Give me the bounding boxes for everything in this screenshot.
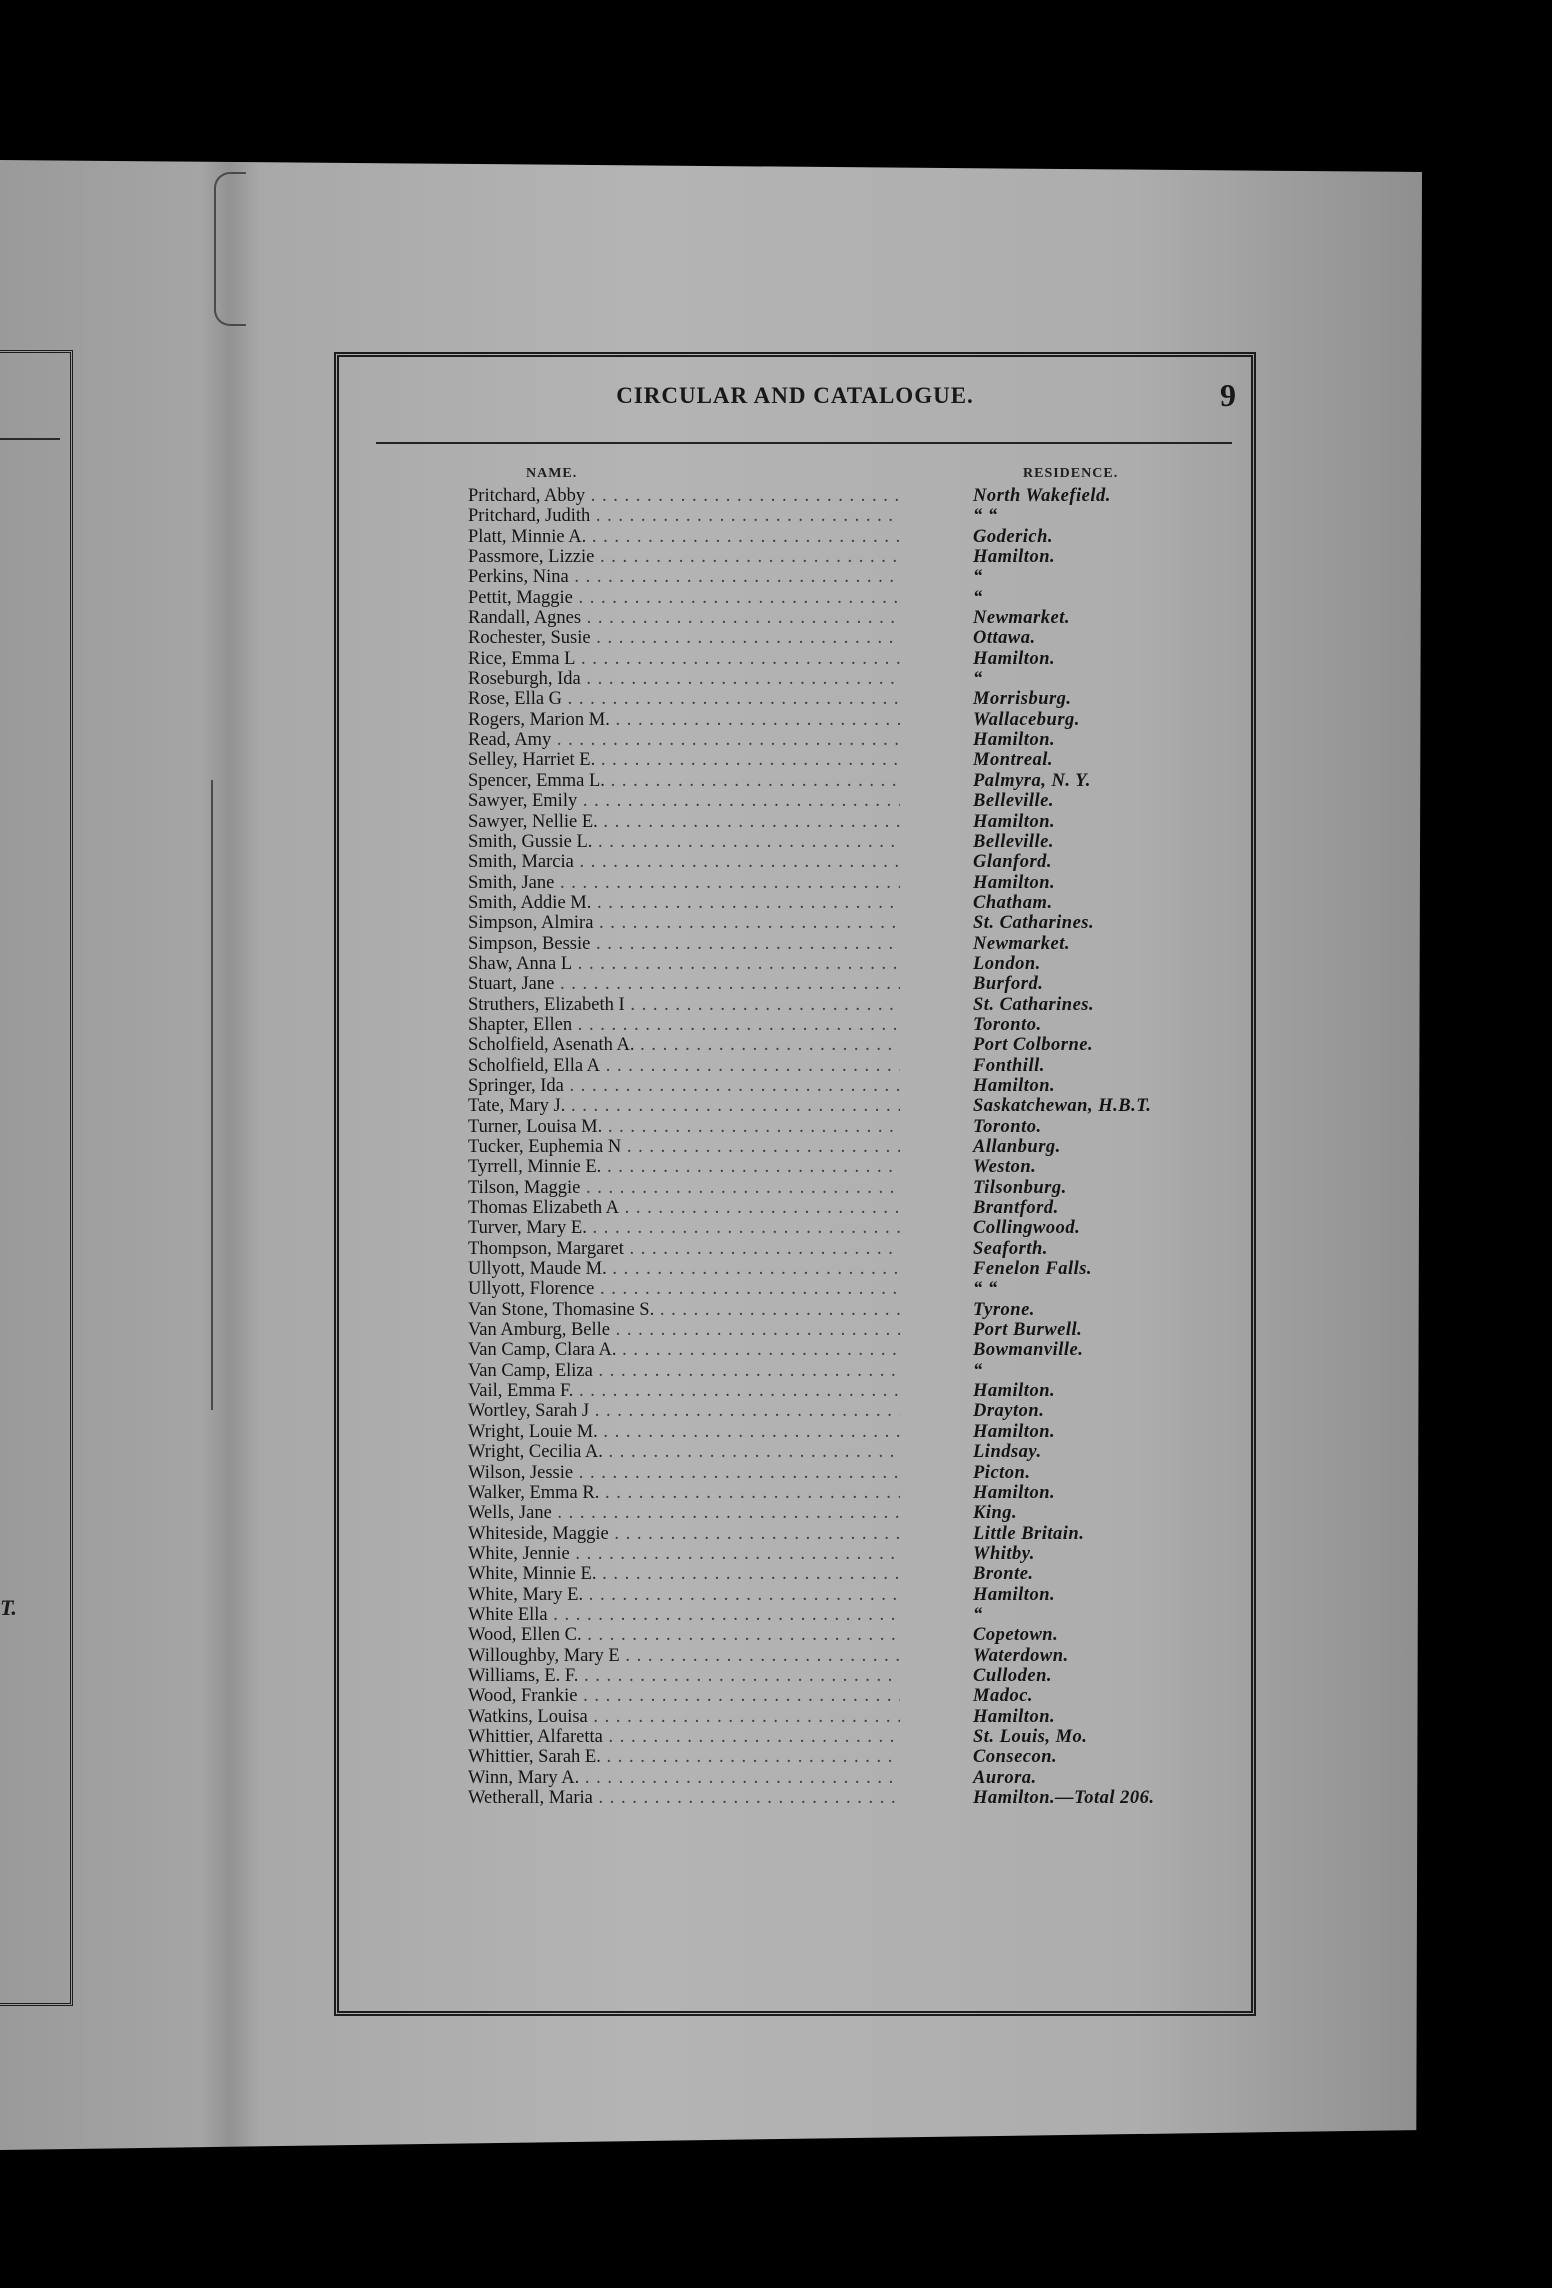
- student-name: Smith, Addie M. . . .: [468, 893, 900, 913]
- student-residence: North Wakefield.: [973, 486, 1111, 506]
- list-item: [462, 1056, 1222, 1076]
- student-list: [462, 486, 1222, 1808]
- student-name: Van Camp, Eliza . . .: [468, 1361, 900, 1381]
- student-name: Pritchard, Abby . . .: [468, 486, 900, 506]
- student-name: Stuart, Jane . . .: [468, 974, 900, 994]
- list-item: [462, 710, 1222, 730]
- list-item: [462, 1666, 1222, 1686]
- list-item: [462, 954, 1222, 974]
- list-item: [462, 1300, 1222, 1320]
- student-name: Sawyer, Emily . . .: [468, 791, 900, 811]
- student-residence: Newmarket.: [973, 608, 1070, 629]
- student-residence: King.: [973, 1503, 1018, 1524]
- list-item: [462, 1076, 1222, 1096]
- list-item: [462, 1707, 1222, 1727]
- residence-column-header: RESIDENCE.: [1023, 466, 1119, 481]
- student-residence: Belleville.: [973, 831, 1055, 852]
- student-name: Van Amburg, Belle . . .: [468, 1320, 900, 1340]
- student-name: Roseburgh, Ida . . .: [468, 669, 900, 689]
- student-name: Thompson, Margaret . . .: [468, 1239, 900, 1259]
- student-residence: Little Britain.: [973, 1523, 1085, 1544]
- list-item: [462, 873, 1222, 893]
- student-residence: Weston.: [973, 1157, 1037, 1178]
- student-residence: Toronto.: [973, 1014, 1042, 1035]
- student-residence: Hamilton.: [973, 1381, 1056, 1402]
- student-name: Springer, Ida . . .: [468, 1076, 900, 1096]
- list-item: [462, 1137, 1222, 1157]
- student-name: Rice, Emma L . . .: [468, 649, 900, 669]
- list-item: [462, 791, 1222, 811]
- previous-page-letter: T.: [0, 1595, 17, 1620]
- list-item: [462, 649, 1222, 669]
- student-name: Vail, Emma F. . . .: [468, 1381, 900, 1401]
- student-residence: Chatham.: [973, 892, 1053, 913]
- crease-line: [209, 780, 213, 1410]
- student-name: Turner, Louisa M. . . .: [468, 1117, 900, 1137]
- student-residence: Belleville.: [973, 791, 1055, 812]
- student-residence: Glanford.: [973, 852, 1053, 873]
- student-residence: Whitby.: [973, 1543, 1035, 1564]
- student-residence: Aurora.: [973, 1767, 1037, 1788]
- student-residence: Drayton.: [973, 1401, 1045, 1422]
- student-residence: Tilsonburg.: [973, 1177, 1067, 1198]
- student-name: Shapter, Ellen . . .: [468, 1015, 900, 1035]
- list-item: [462, 1198, 1222, 1218]
- page-header: [334, 377, 1256, 423]
- list-item: [462, 1727, 1222, 1747]
- student-name: Wetherall, Maria . . .: [468, 1788, 900, 1808]
- student-name: Whittier, Alfaretta . . .: [468, 1727, 900, 1747]
- student-residence: Hamilton.: [973, 1482, 1056, 1503]
- student-residence: Hamilton.: [973, 648, 1056, 669]
- list-item: [462, 812, 1222, 832]
- student-name: Ullyott, Florence . . .: [468, 1279, 900, 1299]
- student-name: Rogers, Marion M. . . .: [468, 710, 900, 730]
- student-residence: “: [973, 587, 983, 608]
- student-residence: Saskatchewan, H.B.T.: [973, 1096, 1152, 1117]
- list-item: [462, 1178, 1222, 1198]
- list-item: [462, 1625, 1222, 1645]
- list-item: [462, 1401, 1222, 1421]
- student-name: White, Minnie E. . . .: [468, 1564, 900, 1584]
- student-residence: Culloden.: [973, 1665, 1053, 1686]
- student-name: Simpson, Bessie . . .: [468, 934, 900, 954]
- student-residence: Port Burwell.: [973, 1320, 1083, 1341]
- student-name: Pritchard, Judith . . .: [468, 506, 900, 526]
- list-item: [462, 852, 1222, 872]
- student-residence: Hamilton.: [973, 1421, 1056, 1442]
- list-item: [462, 1524, 1222, 1544]
- student-residence: St. Louis, Mo.: [973, 1726, 1088, 1747]
- list-item: [462, 1686, 1222, 1706]
- student-residence: Picton.: [973, 1462, 1031, 1483]
- page-title: CIRCULAR AND CATALOGUE.: [616, 383, 974, 408]
- student-residence: Morrisburg.: [973, 689, 1072, 710]
- student-residence: Montreal.: [973, 750, 1054, 771]
- student-residence: “: [973, 1604, 983, 1625]
- list-item: [462, 1259, 1222, 1279]
- student-name: Wright, Cecilia A. . . .: [468, 1442, 900, 1462]
- student-name: Perkins, Nina . . .: [468, 567, 900, 587]
- student-residence: “: [973, 1360, 983, 1381]
- student-residence: “: [973, 567, 983, 588]
- list-item: [462, 1483, 1222, 1503]
- student-residence: Hamilton.—Total 206.: [973, 1788, 1155, 1808]
- student-name: Tate, Mary J. . . .: [468, 1096, 900, 1116]
- student-name: Ullyott, Maude M. . . .: [468, 1259, 900, 1279]
- list-item: [462, 1096, 1222, 1116]
- student-residence: Burford.: [973, 974, 1044, 995]
- student-name: Smith, Jane . . .: [468, 873, 900, 893]
- list-item: [462, 1605, 1222, 1625]
- list-item: [462, 995, 1222, 1015]
- student-name: Scholfield, Asenath A. . . .: [468, 1035, 900, 1055]
- student-name: Tilson, Maggie . . .: [468, 1178, 900, 1198]
- student-name: Scholfield, Ella A . . .: [468, 1056, 900, 1076]
- student-residence: Allanburg.: [973, 1137, 1061, 1157]
- student-residence: Hamilton.: [973, 872, 1056, 893]
- list-item: [462, 1015, 1222, 1035]
- student-name: Rochester, Susie . . .: [468, 628, 900, 648]
- list-item: [462, 1361, 1222, 1381]
- student-name: Platt, Minnie A. . . .: [468, 527, 900, 547]
- student-residence: Seaforth.: [973, 1238, 1048, 1259]
- list-item: [462, 974, 1222, 994]
- page-number: 9: [1220, 377, 1236, 413]
- student-name: White, Jennie . . .: [468, 1544, 900, 1564]
- student-residence: Collingwood.: [973, 1218, 1081, 1239]
- student-name: Smith, Marcia . . .: [468, 852, 900, 872]
- student-name: Watkins, Louisa . . .: [468, 1707, 900, 1727]
- list-item: [462, 527, 1222, 547]
- list-item: [462, 506, 1222, 526]
- previous-page-rule: [0, 438, 60, 440]
- student-name: Spencer, Emma L. . . .: [468, 771, 900, 791]
- list-item: [462, 486, 1222, 506]
- student-residence: “: [973, 669, 983, 690]
- student-name: Rose, Ella G . . .: [468, 689, 900, 709]
- student-name: Shaw, Anna L . . .: [468, 954, 900, 974]
- list-item: [462, 608, 1222, 628]
- student-residence: Hamilton.: [973, 730, 1056, 751]
- student-name: Thomas Elizabeth A . . .: [468, 1198, 900, 1218]
- list-item: [462, 1788, 1222, 1808]
- list-item: [462, 1463, 1222, 1483]
- student-residence: Bowmanville.: [973, 1340, 1084, 1361]
- student-residence: Copetown.: [973, 1625, 1059, 1646]
- list-item: [462, 1422, 1222, 1442]
- student-name: Selley, Harriet E. . . .: [468, 750, 900, 770]
- student-name: Van Stone, Thomasine S. . . .: [468, 1300, 900, 1320]
- student-residence: Goderich.: [973, 526, 1054, 547]
- list-item: [462, 893, 1222, 913]
- student-residence: Madoc.: [973, 1686, 1034, 1707]
- header-rule: [376, 442, 1232, 444]
- student-residence: Bronte.: [973, 1564, 1034, 1585]
- list-item: [462, 1035, 1222, 1055]
- student-name: Simpson, Almira . . .: [468, 913, 900, 933]
- list-item: [462, 689, 1222, 709]
- student-name: Whiteside, Maggie . . .: [468, 1524, 900, 1544]
- student-name: Williams, E. F. . . .: [468, 1666, 900, 1686]
- list-item: [462, 669, 1222, 689]
- student-name: Wood, Ellen C. . . .: [468, 1625, 900, 1645]
- list-item: [462, 1157, 1222, 1177]
- student-residence: Fenelon Falls.: [973, 1259, 1093, 1280]
- student-residence: Toronto.: [973, 1116, 1042, 1137]
- list-item: [462, 1768, 1222, 1788]
- list-item: [462, 913, 1222, 933]
- student-name: Willoughby, Mary E . . .: [468, 1646, 900, 1666]
- student-residence: Newmarket.: [973, 933, 1070, 954]
- student-name: Struthers, Elizabeth I . . .: [468, 995, 900, 1015]
- student-name: Pettit, Maggie . . .: [468, 588, 900, 608]
- list-item: [462, 771, 1222, 791]
- student-residence: “ “: [973, 1279, 998, 1300]
- student-name: Wood, Frankie . . .: [468, 1686, 900, 1706]
- list-item: [462, 1503, 1222, 1523]
- student-name: White Ella . . .: [468, 1605, 900, 1625]
- student-name: Wright, Louie M. . . .: [468, 1422, 900, 1442]
- student-residence: Ottawa.: [973, 628, 1036, 649]
- student-name: White, Mary E. . . .: [468, 1585, 900, 1605]
- list-item: [462, 588, 1222, 608]
- student-residence: St. Catharines.: [973, 994, 1095, 1015]
- list-item: [462, 1218, 1222, 1238]
- list-item: [462, 1239, 1222, 1259]
- student-residence: Consecon.: [973, 1747, 1058, 1768]
- previous-page-frame: [0, 350, 73, 2006]
- student-residence: Palmyra, N. Y.: [973, 770, 1091, 791]
- student-residence: Lindsay.: [973, 1442, 1042, 1463]
- list-item: [462, 1564, 1222, 1584]
- list-item: [462, 1585, 1222, 1605]
- list-item: [462, 1320, 1222, 1340]
- list-item: [462, 628, 1222, 648]
- list-item: [462, 1544, 1222, 1564]
- student-name: Read, Amy . . .: [468, 730, 900, 750]
- student-name: Wilson, Jessie . . .: [468, 1463, 900, 1483]
- list-item: [462, 1646, 1222, 1666]
- student-name: Wortley, Sarah J . . .: [468, 1401, 900, 1421]
- list-item: [462, 567, 1222, 587]
- student-residence: Tyrone.: [973, 1299, 1035, 1320]
- student-name: Wells, Jane . . .: [468, 1503, 900, 1523]
- student-residence: “ “: [973, 506, 998, 527]
- list-item: [462, 1381, 1222, 1401]
- student-name: Tyrrell, Minnie E. . . .: [468, 1157, 900, 1177]
- list-item: [462, 750, 1222, 770]
- name-column-header: NAME.: [526, 466, 578, 481]
- student-residence: Fonthill.: [973, 1055, 1045, 1076]
- student-residence: Waterdown.: [973, 1645, 1069, 1666]
- student-residence: Port Colborne.: [973, 1035, 1094, 1056]
- list-item: [462, 1747, 1222, 1767]
- student-name: Van Camp, Clara A. . . .: [468, 1340, 900, 1360]
- student-name: Winn, Mary A. . . .: [468, 1768, 900, 1788]
- student-residence: Wallaceburg.: [973, 709, 1080, 730]
- list-item: [462, 547, 1222, 567]
- student-name: Randall, Agnes . . .: [468, 608, 900, 628]
- list-item: [462, 1117, 1222, 1137]
- list-item: [462, 1442, 1222, 1462]
- student-residence: Hamilton.: [973, 1706, 1056, 1727]
- list-item: [462, 1279, 1222, 1299]
- student-residence: Hamilton.: [973, 811, 1056, 832]
- student-residence: Hamilton.: [973, 1584, 1056, 1605]
- student-residence: Hamilton.: [973, 1075, 1056, 1096]
- student-residence: Hamilton.: [973, 547, 1056, 568]
- list-item: [462, 832, 1222, 852]
- student-name: Whittier, Sarah E. . . .: [468, 1747, 900, 1767]
- student-residence: London.: [973, 953, 1041, 974]
- list-item: [462, 934, 1222, 954]
- ink-mark: [214, 172, 246, 326]
- student-name: Passmore, Lizzie . . .: [468, 547, 900, 567]
- list-item: [462, 1340, 1222, 1360]
- student-name: Walker, Emma R. . . .: [468, 1483, 900, 1503]
- student-residence: St. Catharines.: [973, 913, 1095, 934]
- student-name: Sawyer, Nellie E. . . .: [468, 812, 900, 832]
- list-item: [462, 730, 1222, 750]
- student-name: Turver, Mary E. . . .: [468, 1218, 900, 1238]
- student-name: Smith, Gussie L. . . .: [468, 832, 900, 852]
- student-residence: Brantford.: [973, 1198, 1059, 1219]
- student-name: Tucker, Euphemia N . . .: [468, 1137, 900, 1157]
